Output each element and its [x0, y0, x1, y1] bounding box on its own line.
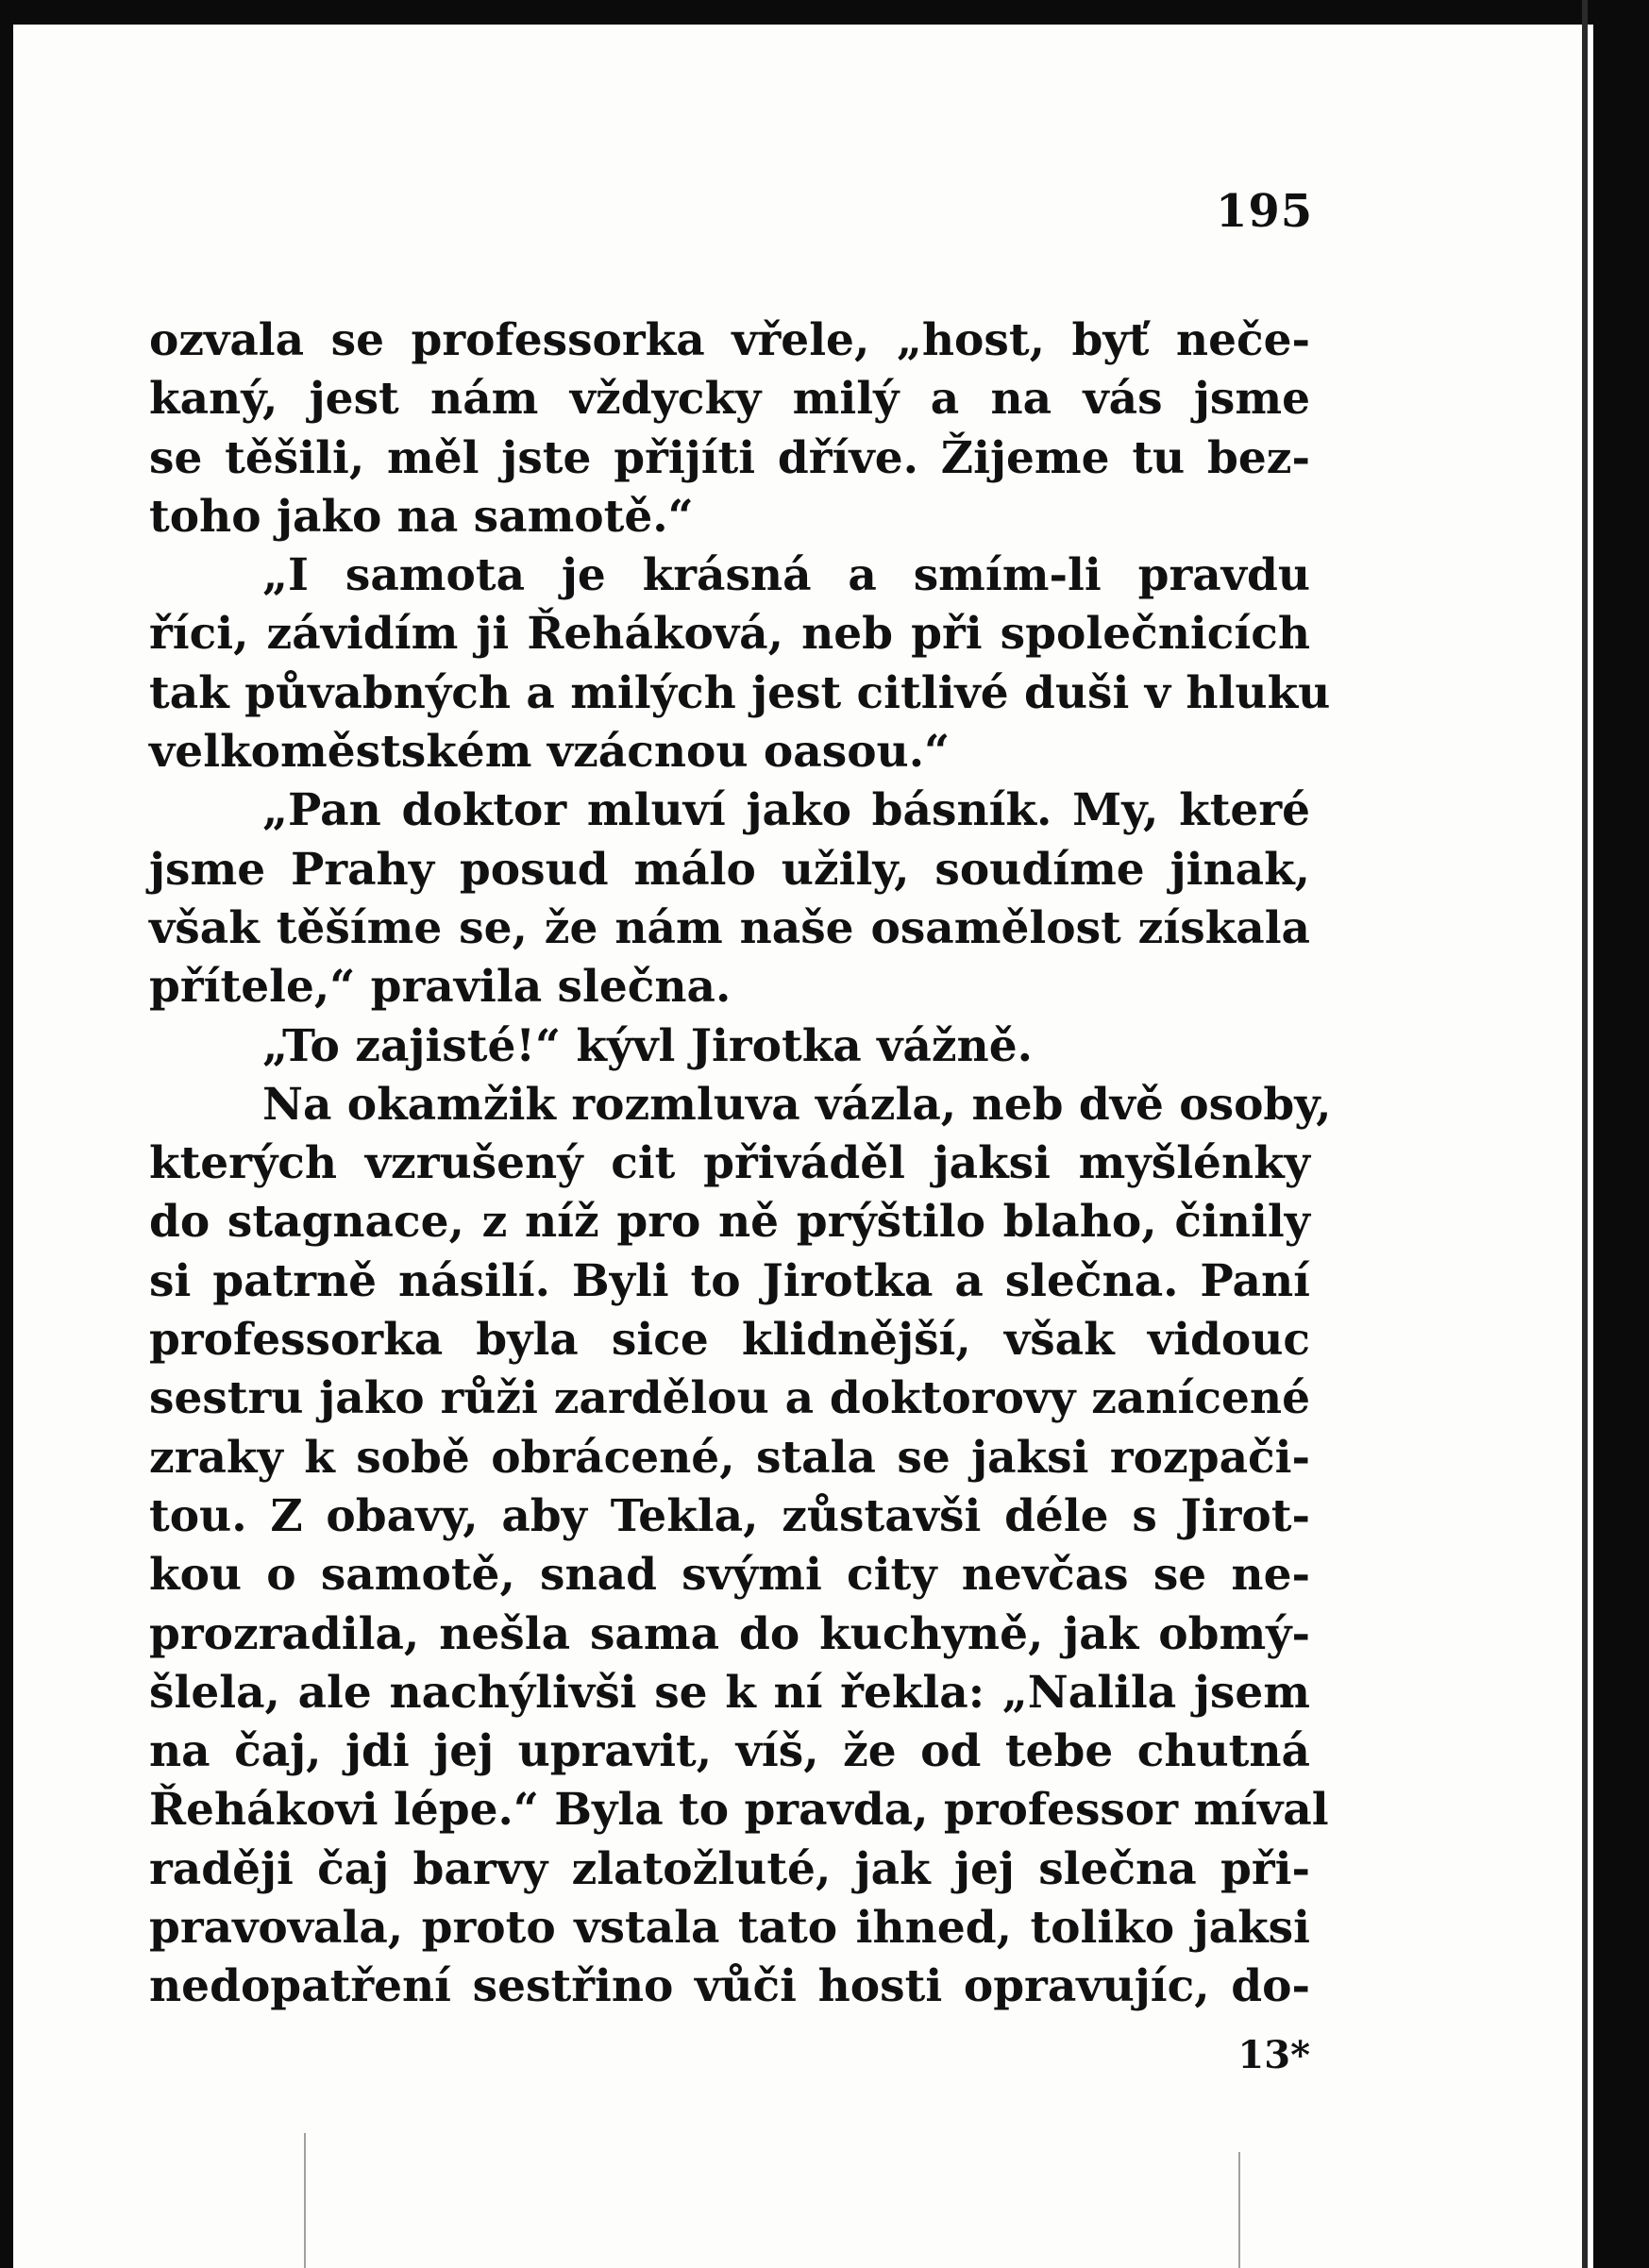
text-line: přítele,“ pravila slečna. [149, 961, 732, 1014]
text-line: nedopatření sestřino vůči hosti opravujíc, do- [149, 1960, 1310, 2013]
text-line: do stagnace, z níž pro ně prýštilo blaho, činily [149, 1196, 1310, 1249]
text-line: však těšíme se, že nám naše osamělost získala [149, 901, 1310, 954]
body-text [149, 311, 1332, 2017]
scan-border-left [0, 0, 13, 2268]
text-line: velkoměstském vzácnou oasou.“ [149, 726, 951, 779]
scan-artifact-line [304, 2133, 306, 2268]
text-line: se těšili, měl jste přijíti dříve. Žijeme tu bez- [149, 431, 1310, 484]
page-number: 195 [1216, 185, 1314, 238]
text-line: prozradila, nešla sama do kuchyně, jak obmý- [149, 1607, 1310, 1660]
text-line: kterých vzrušený cit přiváděl jaksi myšlénky [149, 1137, 1310, 1190]
text-line: sestru jako růži zardělou a doktorovy zanícené [149, 1372, 1310, 1425]
text-line: ozvala se professorka vřele, „host, byť neče- [149, 314, 1310, 366]
text-line: na čaj, jdi jej upravit, víš, že od tebe chutná [149, 1725, 1310, 1778]
text-line: říci, závidím ji Řeháková, neb při společnicích [149, 608, 1310, 661]
text-line: „To zajisté!“ kývl Jirotka vážně. [262, 1019, 1033, 1072]
scan-border-right [1593, 0, 1649, 2268]
text-line: kou o samotě, snad svými city nevčas se ne- [149, 1549, 1310, 1602]
text-line: „Pan doktor mluví jako básník. My, které [262, 784, 1310, 837]
text-line: zraky k sobě obrácené, stala se jaksi rozpači- [149, 1431, 1310, 1484]
text-line: raději čaj barvy zlatožluté, jak jej slečna při- [149, 1842, 1310, 1895]
scan-border-right-inner [1582, 0, 1588, 2268]
text-line: kaný, jest nám vždycky milý a na vás jsme [149, 373, 1310, 426]
text-line: Na okamžik rozmluva vázla, neb dvě osoby, [262, 1078, 1332, 1131]
text-line: „I samota je krásná a smím-li pravdu [262, 549, 1310, 602]
signature-mark: 13* [1237, 2033, 1310, 2077]
text-line: professorka byla sice klidnější, však vidouc [149, 1314, 1310, 1367]
text-line: Řehákovi lépe.“ Byla to pravda, professor míval [149, 1784, 1329, 1837]
scan-artifact-line [1238, 2152, 1240, 2268]
text-line: šlela, ale nachýlivši se k ní řekla: „Nalila jsem [149, 1666, 1310, 1719]
text-line: toho jako na samotě.“ [149, 490, 694, 543]
text-line: tak půvabných a milých jest citlivé duši v hluku [149, 666, 1331, 719]
scan-border-top [0, 0, 1649, 25]
text-line: si patrně násilí. Byli to Jirotka a slečna. Paní [149, 1254, 1310, 1307]
text-line: pravovala, proto vstala tato ihned, toliko jaksi [149, 1902, 1310, 1955]
text-line: jsme Prahy posud málo užily, soudíme jinak, [149, 843, 1310, 896]
text-line: tou. Z obavy, aby Tekla, zůstavši déle s Jirot- [149, 1489, 1310, 1542]
